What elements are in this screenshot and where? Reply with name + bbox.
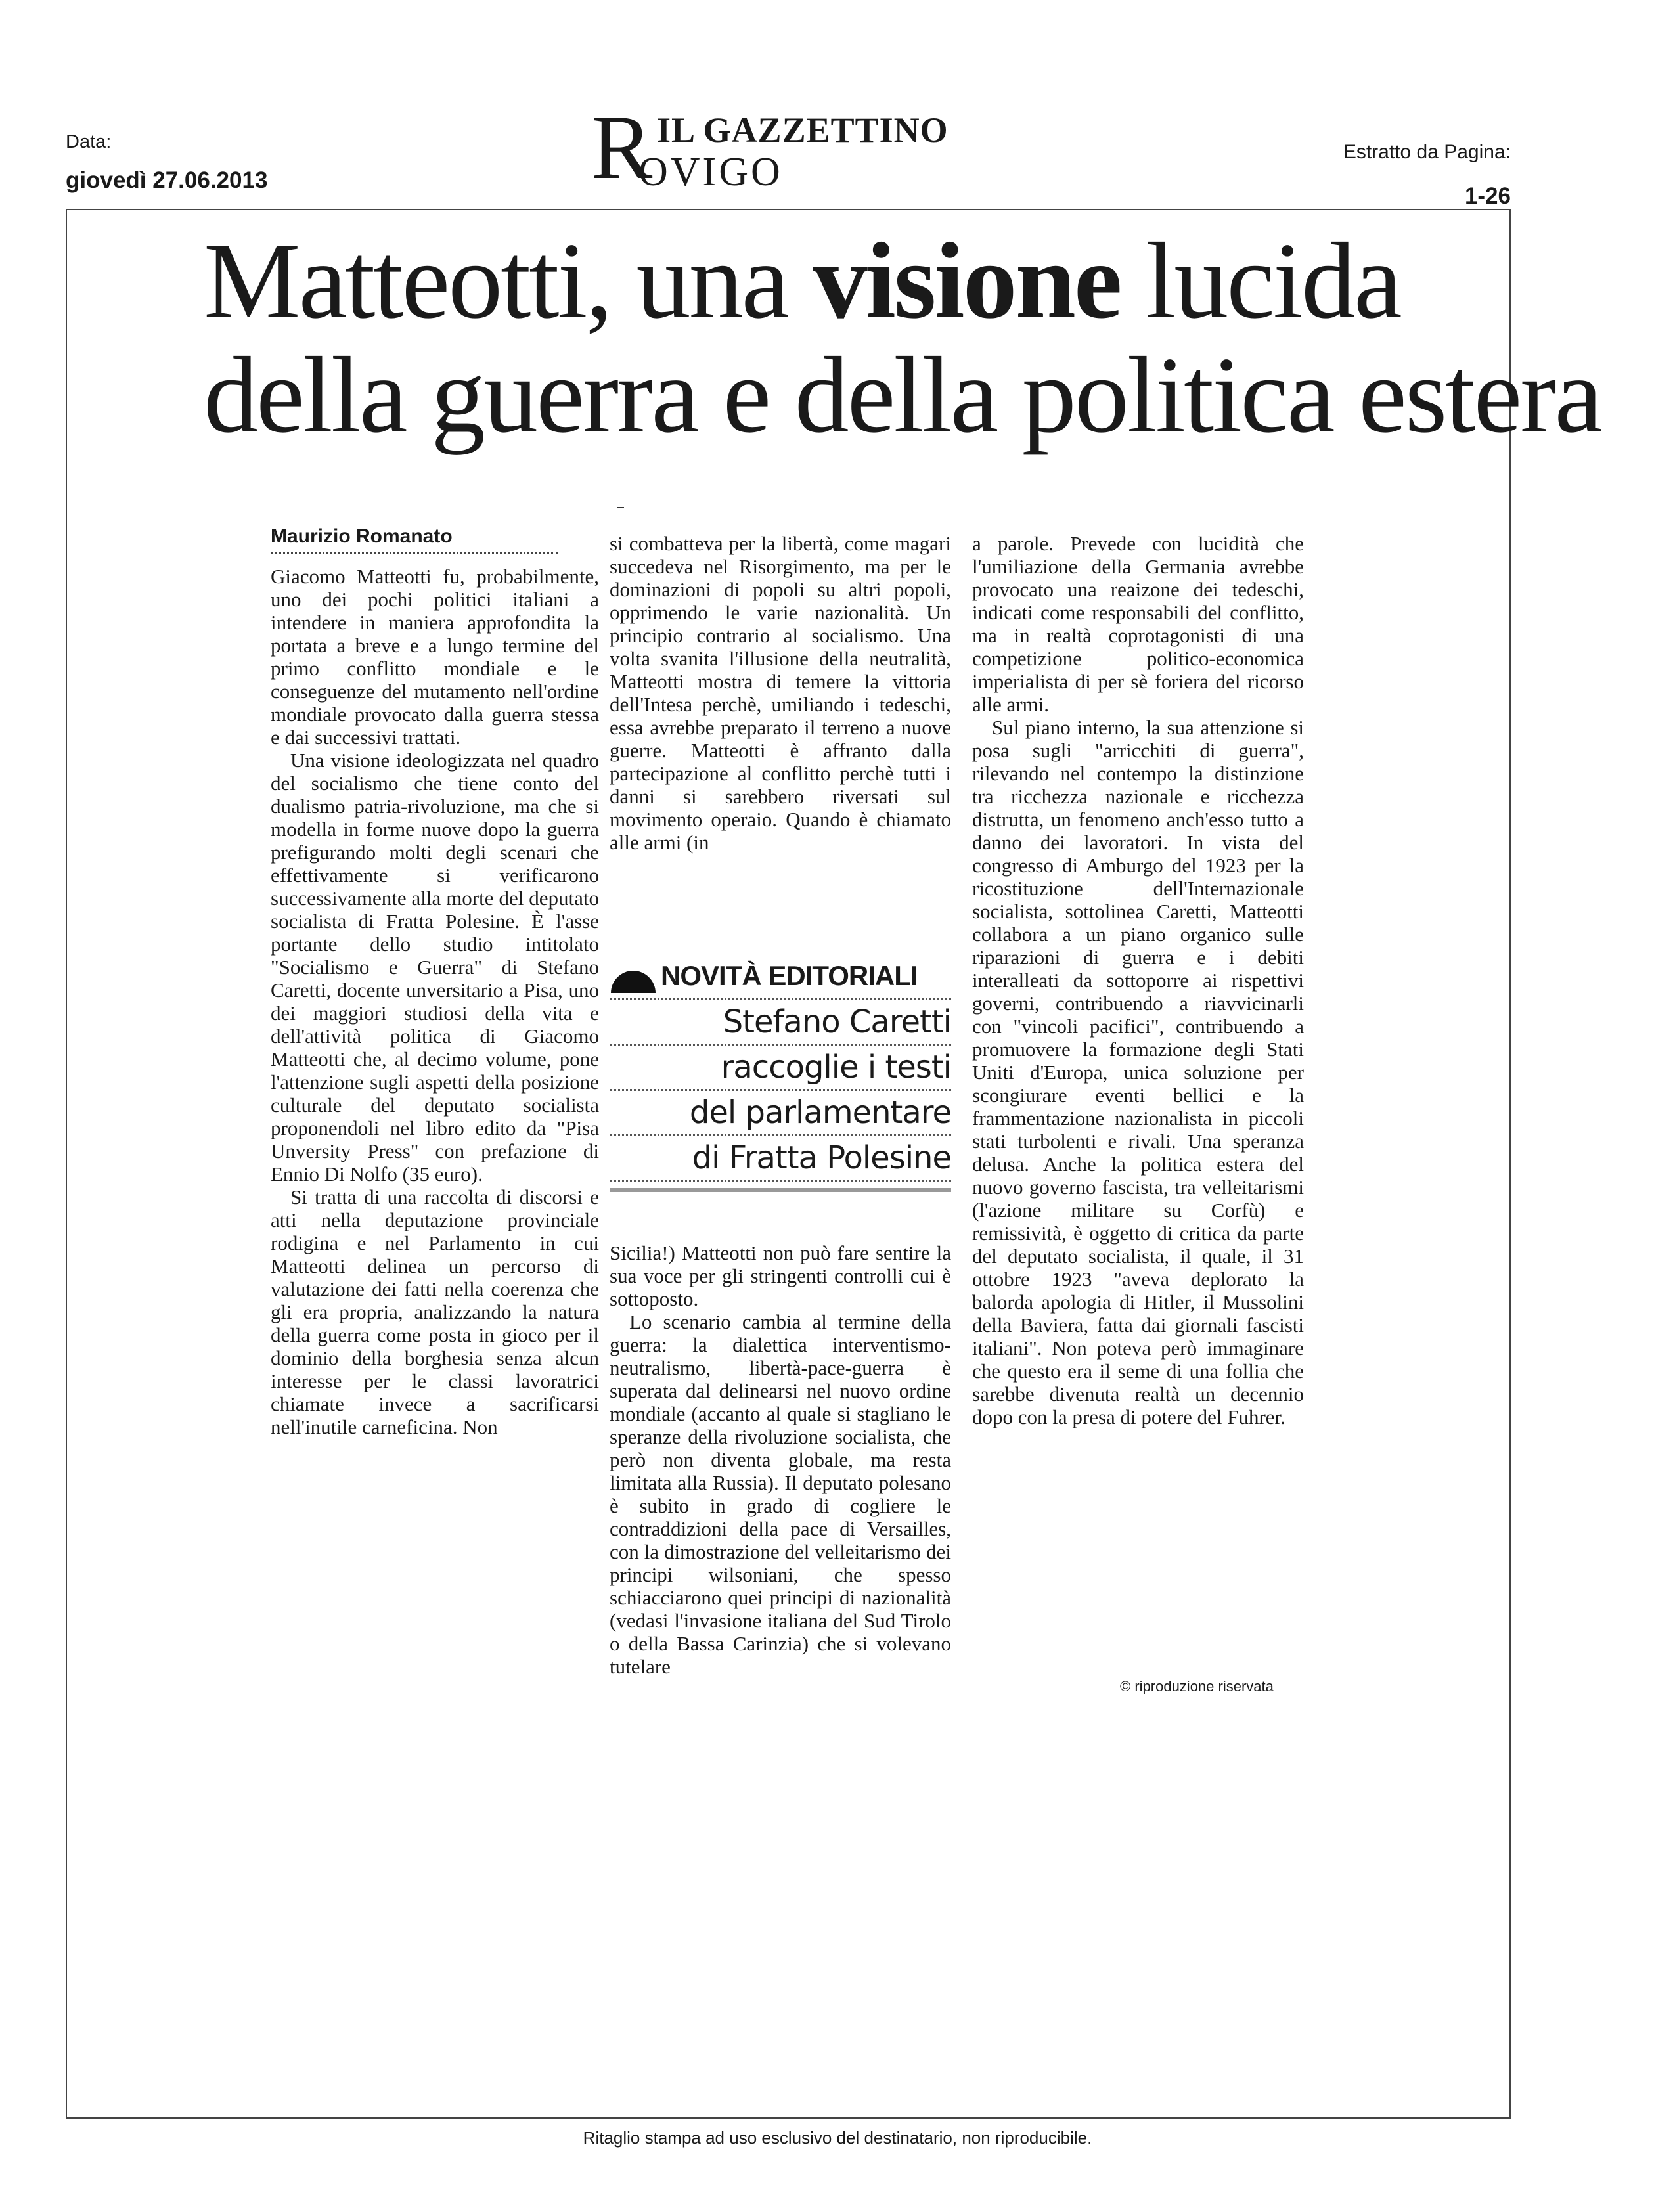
sidebar-box-line: raccoglie i testi [610, 1046, 951, 1091]
masthead-line1: IL GAZZETTINO [657, 110, 949, 150]
sidebar-box-rule [610, 1182, 951, 1192]
article-column-2-top [610, 532, 951, 854]
headline-line1 [204, 220, 1601, 341]
footer-disclaimer: Ritaglio stampa ad uso esclusivo del destinatario, non riproducibile. [583, 2128, 1092, 2148]
paragraph: Una visione ideologizzata nel quadro del socialismo che tiene conto del dualismo patria-rivoluzione, ma che si modella in forme nuove dopo la guerra prefigurando molti degli scenari che effettivamente si verificarono successivamente alla morte del deputato socialista di Fratta Polesine. È l'asse portante dello studio intitolato "Socialismo e Guerra" di Stefano Caretti, docente unversitario a Pisa, uno dei maggiori studiosi della vita e dell'attività politica di Giacomo Matteotti che, al decimo volume, pone l'attenzione sugli aspetti della posizione culturale del deputato socialista proponendoli nel libro edito da "Pisa Unversity Press" con prefazione di Ennio Di Nolfo (35 euro). [271, 749, 599, 1185]
paragraph: Lo scenario cambia al termine della guerra: la dialettica interventismo-neutralismo, libertà-pace-guerra è superata dal delinearsi nel nuovo ordine mondiale (accanto al quale si stagliano le speranze della rivoluzione socialista, che però non diventa globale, ma resta limitata alla Russia). Il deputato polesano è subito in grado di cogliere le contraddizioni della pace di Versailles, con la dimostrazione del velleitarismo dei principi wilsoniani, che spesso schiacciarono quei principi di nazionalità (vedasi l'invasione italiana del Sud Tirolo o della Bassa Carinzia) che si volevano tutelare [610, 1310, 951, 1678]
semicircle-icon [611, 971, 656, 993]
paragraph: si combatteva per la libertà, come magari succedeva nel Risorgimento, ma per le dominazioni di popoli su altri popoli, opprimendo le varie nazionalità. Un principio contrario al socialismo. Una volta svanita l'illusione della neutralità, Matteotti mostra di temere la vittoria dell'Intesa perchè, umiliando i tedeschi, essa avrebbe preparato il terreno a nuove guerre. Matteotti è affranto dalla partecipazione al conflitto perchè tutti i danni si sarebbero riversati sul movimento operaio. Quando è chiamato alle armi (in [610, 532, 951, 854]
masthead-initial: R [591, 97, 653, 198]
masthead-line2: OVIGO [638, 150, 783, 194]
sidebar-box-title [610, 959, 951, 993]
article-headline [204, 220, 1601, 456]
article-column-2-bottom [610, 1241, 951, 1678]
copyright-credit: © riproduzione riservata [1120, 1678, 1274, 1694]
sidebar-box-lines [610, 998, 951, 1182]
sidebar-box-line: Stefano Caretti [610, 1000, 951, 1046]
article-column-3 [972, 532, 1304, 1428]
headline-bold: visione [813, 220, 1121, 341]
sidebar-box-line: del parlamentare [610, 1091, 951, 1136]
sidebar-box-title-text: NOVITÀ EDITORIALI [661, 960, 918, 991]
headline-line2: della guerra e della politica estera [204, 334, 1601, 456]
paragraph: Sicilia!) Matteotti non può fare sentire la sua voce per gli stringenti controlli cui è sottoposto. [610, 1241, 951, 1310]
sidebar-box-line: di Fratta Polesine [610, 1136, 951, 1182]
newspaper-masthead [591, 97, 1012, 198]
date-block [66, 131, 267, 194]
byline: Maurizio Romanato [271, 525, 558, 554]
page-block [1343, 141, 1511, 210]
news-sidebar-box [610, 959, 951, 1192]
headline-post: lucida [1120, 220, 1400, 341]
page-label: Estratto da Pagina: [1343, 141, 1511, 163]
article-column-1 [271, 565, 599, 1438]
paragraph: Sul piano interno, la sua attenzione si posa sugli "arricchiti di guerra", rilevando nel contempo la distinzione tra ricchezza nazionale e ricchezza distrutta, un fenomeno anch'esso tutto a danno dei lavoratori. In vista del congresso di Amburgo del 1923 per la ricostituzione dell'Internazionale socialista, sottolinea Caretti, Matteotti collabora a un piano organico sulle riparazioni di guerra e i debiti interalleati da sottoporre ai rispettivi governi, contribuendo a riavvicinarli con "vincoli pacifici", contribuendo a promuovere la formazione degli Stati Uniti d'Europa, unica soluzione per scongiurare eventi bellici e la frammentazione nazionalista in piccoli stati turbolenti e rivali. Una speranza delusa. Anche la politica estera del nuovo governo fascista, tra velleitarismi (l'azione militare su Corfù) e remissività, è oggetto di critica da parte del deputato socialista, il quale, il 31 ottobre 1923 "aveva deplorato la balorda apologia di Hitler, il Mussolini della Baviera, fatta dai giornali fascisti italiani". Non poteva però immaginare che questo era il seme di una follia che sarebbe divenuta realtà un decennio dopo con la presa di potere del Fuhrer. [972, 716, 1304, 1428]
paragraph: Si tratta di una raccolta di discorsi e atti nella deputazione provinciale rodigina e nel Parlamento in cui Matteotti delinea un percorso di valutazione dei fatti nella coerenza che gli era propria, analizzando la natura della guerra come posta in gioco per il dominio della borghesia senza alcun interesse per le classi lavoratrici chiamate invece a sacrificarsi nell'inutile carneficina. Non [271, 1185, 599, 1438]
date-value: giovedì 27.06.2013 [66, 167, 268, 193]
date-label: Data: [66, 131, 112, 152]
paragraph: a parole. Prevede con lucidità che l'umiliazione della Germania avrebbe provocato una reaizone dei tedeschi, indicati come responsabili del conflitto, ma in realtà coprotagonisti di una competizione politico-economica imperialista di per sè foriera del ricorso alle armi. [972, 532, 1304, 716]
paragraph: Giacomo Matteotti fu, probabilmente, uno dei pochi politici italiani a intendere in maniera approfondita la portata a breve e a lungo termine del primo conflitto mondiale e le conseguenze del mutamento nell'ordine mondiale provocato dalla guerra stessa e dai successivi trattati. [271, 565, 599, 749]
divider-tick [617, 507, 624, 508]
page-value: 1-26 [1464, 183, 1511, 209]
headline-pre: Matteotti, una [204, 220, 813, 341]
